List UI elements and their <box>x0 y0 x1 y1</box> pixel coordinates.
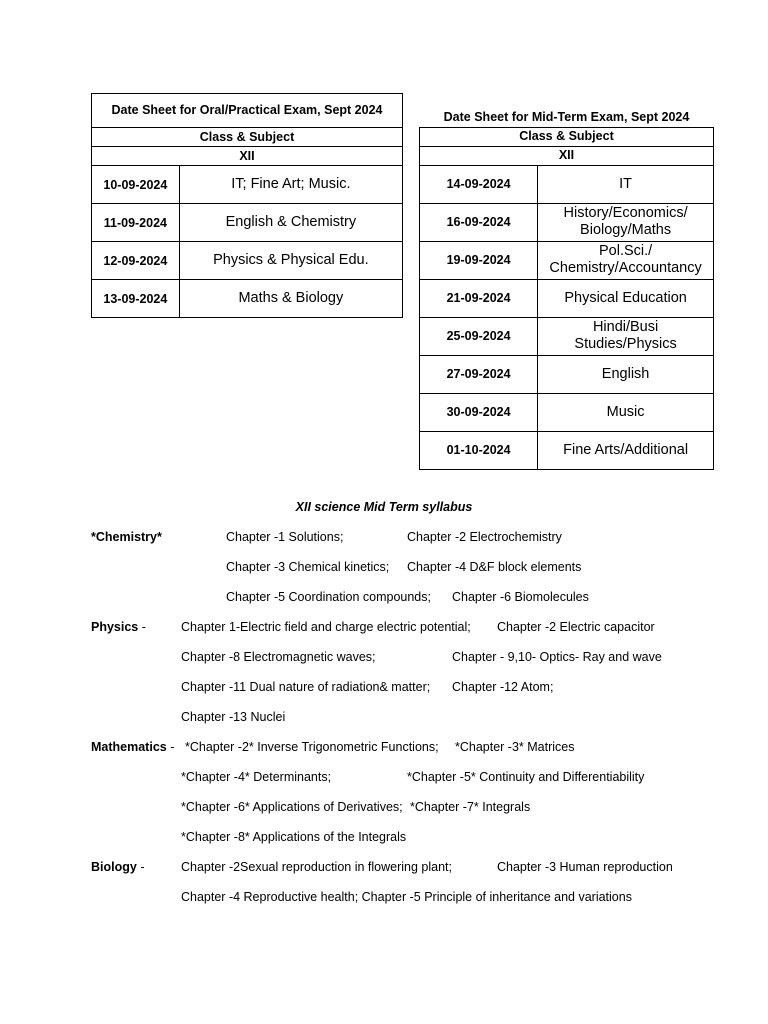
oral-table-title: Date Sheet for Oral/Practical Exam, Sept 2024 <box>92 94 403 128</box>
syllabus-item: Chapter -6 Biomolecules <box>452 590 589 604</box>
physics-heading <box>91 620 146 634</box>
syllabus-item: *Chapter -8* Applications of the Integrals <box>181 830 407 844</box>
midterm-datesheet-table <box>419 93 714 470</box>
mathematics-heading <box>91 740 174 754</box>
exam-date: 25-09-2024 <box>420 317 538 355</box>
exam-subject: Fine Arts/Additional <box>538 431 714 469</box>
exam-date: 30-09-2024 <box>420 393 538 431</box>
exam-date: 12-09-2024 <box>92 242 180 280</box>
table-row <box>420 241 714 279</box>
syllabus-item: Chapter -5 Coordination compounds; <box>226 590 431 604</box>
table-row <box>420 203 714 241</box>
exam-subject: Physics & Physical Edu. <box>179 242 402 280</box>
exam-subject: History/Economics/ Biology/Maths <box>538 203 714 241</box>
syllabus-item: Chapter -2Sexual reproduction in flowering plant; <box>181 860 452 874</box>
syllabus-title: XII science Mid Term syllabus <box>295 500 473 514</box>
exam-subject: English & Chemistry <box>179 204 402 242</box>
table-row <box>420 393 714 431</box>
syllabus-item: Chapter -2 Electric capacitor <box>497 620 655 634</box>
exam-date: 16-09-2024 <box>420 203 538 241</box>
exam-subject: IT <box>538 165 714 203</box>
table-row <box>92 204 403 242</box>
syllabus-item: *Chapter -7* Integrals <box>410 800 531 814</box>
syllabus-item: Chapter -8 Electromagnetic waves; <box>181 650 376 664</box>
table-row <box>92 242 403 280</box>
biology-heading <box>91 860 144 874</box>
exam-date: 01-10-2024 <box>420 431 538 469</box>
exam-subject: Pol.Sci./ Chemistry/Accountancy <box>538 241 714 279</box>
table-row <box>420 317 714 355</box>
exam-subject: Hindi/Busi Studies/Physics <box>538 317 714 355</box>
physics-label: Physics <box>91 620 139 634</box>
syllabus-item: Chapter -2 Electrochemistry <box>407 530 562 544</box>
syllabus-item: Chapter -4 Reproductive health; Chapter -5 Principle of inheritance and variations <box>181 890 632 904</box>
oral-practical-datesheet-table <box>91 93 403 318</box>
table-row <box>92 280 403 318</box>
syllabus-item: *Chapter -5* Continuity and Differentiability <box>407 770 645 784</box>
exam-subject: Music <box>538 393 714 431</box>
exam-date: 27-09-2024 <box>420 355 538 393</box>
exam-subject: Maths & Biology <box>179 280 402 318</box>
syllabus-item: *Chapter -4* Determinants; <box>181 770 332 784</box>
syllabus-item: *Chapter -6* Applications of Derivatives; <box>181 800 403 814</box>
syllabus-item: Chapter - 9,10- Optics- Ray and wave <box>452 650 662 664</box>
table-row <box>420 431 714 469</box>
exam-subject: English <box>538 355 714 393</box>
syllabus-item: Chapter -3 Chemical kinetics; <box>226 560 390 574</box>
midterm-table-class: XII <box>420 146 714 165</box>
oral-table-class: XII <box>92 147 403 166</box>
syllabus-item: Chapter -13 Nuclei <box>181 710 286 724</box>
table-row <box>420 279 714 317</box>
mathematics-label: Mathematics <box>91 740 167 754</box>
syllabus-item: Chapter -12 Atom; <box>452 680 554 694</box>
exam-date: 19-09-2024 <box>420 241 538 279</box>
syllabus-item: *Chapter -3* Matrices <box>455 740 575 754</box>
biology-label: Biology <box>91 860 137 874</box>
chemistry-label: *Chemistry* <box>91 530 162 544</box>
exam-date: 21-09-2024 <box>420 279 538 317</box>
syllabus-item: Chapter -4 D&F block elements <box>407 560 582 574</box>
table-row <box>420 165 714 203</box>
exam-date: 10-09-2024 <box>92 166 180 204</box>
exam-date: 11-09-2024 <box>92 204 180 242</box>
syllabus-item: Chapter -11 Dual nature of radiation& matter; <box>181 680 431 694</box>
mathematics-sep: - <box>166 740 175 754</box>
biology-sep: - <box>136 860 145 874</box>
exam-subject: IT; Fine Art; Music. <box>179 166 402 204</box>
syllabus-item: Chapter -1 Solutions; <box>226 530 344 544</box>
physics-sep: - <box>138 620 146 634</box>
oral-table-class-subject: Class & Subject <box>92 128 403 147</box>
midterm-table-class-subject: Class & Subject <box>420 127 714 146</box>
syllabus-item: *Chapter -2* Inverse Trigonometric Functions; <box>185 740 439 754</box>
midterm-table-title: Date Sheet for Mid-Term Exam, Sept 2024 <box>420 93 714 127</box>
syllabus-item: Chapter 1-Electric field and charge electric potential; <box>181 620 471 634</box>
exam-date: 13-09-2024 <box>92 280 180 318</box>
exam-date: 14-09-2024 <box>420 165 538 203</box>
exam-subject: Physical Education <box>538 279 714 317</box>
table-row <box>92 166 403 204</box>
table-row <box>420 355 714 393</box>
syllabus-item: Chapter -3 Human reproduction <box>497 860 673 874</box>
